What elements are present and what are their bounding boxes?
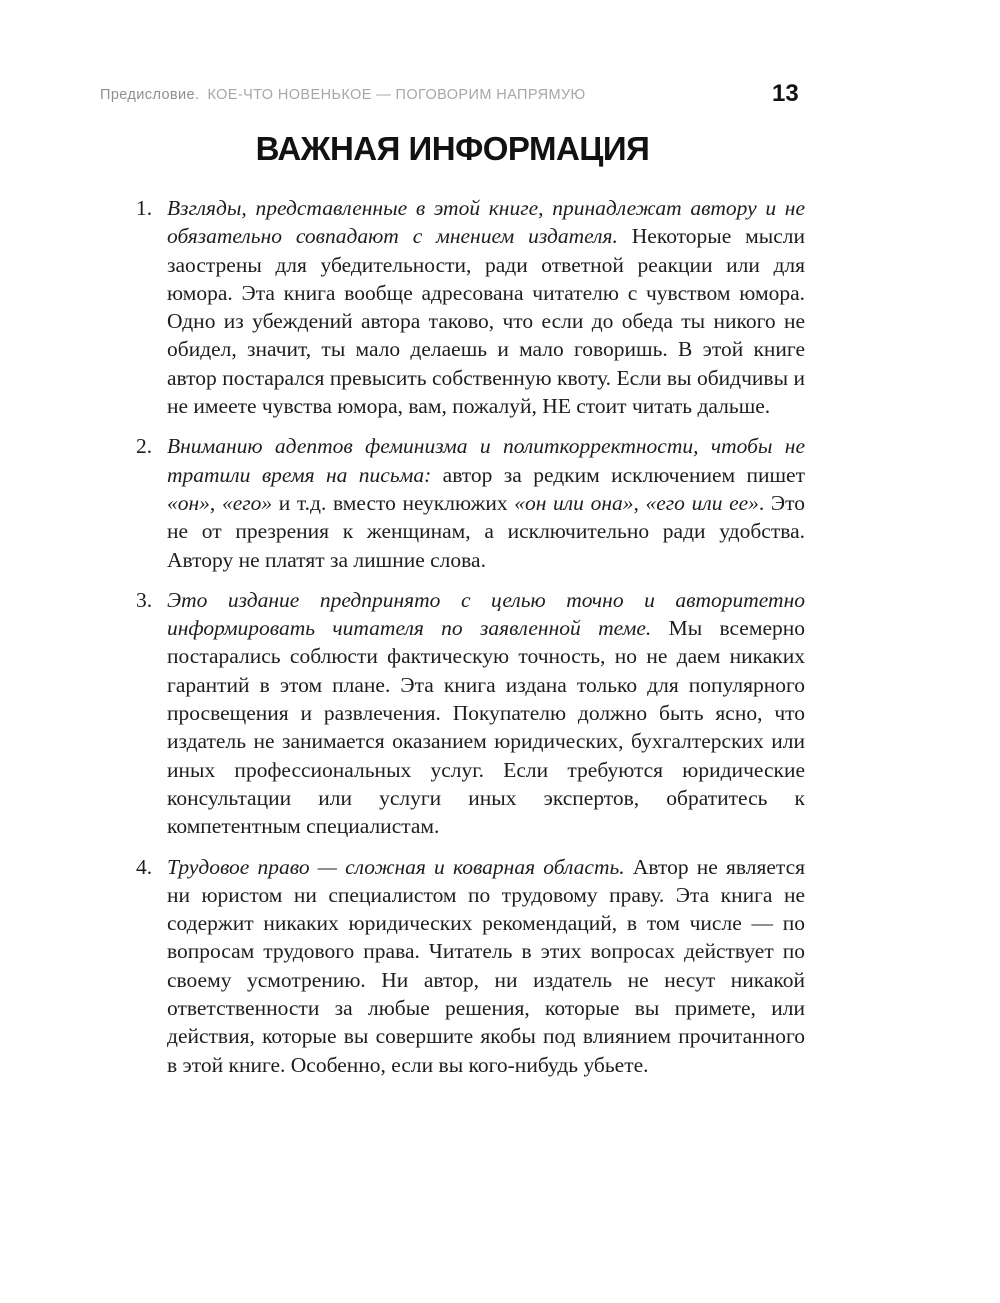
- list-item: [100, 853, 805, 1079]
- list-item-number: 4.: [136, 854, 153, 879]
- page-number: 13: [772, 80, 799, 107]
- page-title: ВАЖНАЯ ИНФОРМАЦИЯ: [255, 130, 650, 167]
- important-info-list: [100, 194, 805, 1091]
- list-item-text: Взгляды, представленные в этой книге, принадлежат автору и не обязательно совпадают с мнением издателя. Некоторые мысли заострены для убедительности, ради ответной реакции или для юмора. Эта книга вообще адресована читателю с чувством юмора. Одно из убеждений автора таково, что если до обеда ты никого не обидел, значит, ты мало делаешь и мало говоришь. В этой книге автор постарался превысить собственную квоту. Если вы обидчивы и не имеете чувства юмора, вам, пожалуй, НЕ стоит читать дальше.: [167, 196, 805, 419]
- list-item-number: 1.: [136, 196, 153, 220]
- list-item-text: Вниманию адептов феминизма и политкорректности, чтобы не тратили время на письма: автор за редким исключением пишет «он», «его» и т.д. вместо неуклюжих «он или она», «его или ее». Это не от презрения к женщинам, а исключительно ради удобства. Автору не платят за лишние слова.: [167, 434, 805, 572]
- list-item: [100, 194, 805, 420]
- running-head-chapter: КОЕ-ЧТО НОВЕНЬКОЕ — ПОГОВОРИМ НАПРЯМУЮ: [207, 87, 586, 103]
- list-item: [100, 586, 805, 841]
- running-head: [100, 87, 720, 103]
- list-item: [100, 432, 805, 573]
- list-item-text: Трудовое право — сложная и коварная область. Автор не является ни юристом ни специалистом по трудовому праву. Эта книга не содержит никаких юридических рекомендаций, в том числе — по вопросам трудового права. Читатель в этих вопросах действует по своему усмотрению. Ни автор, ни издатель не несут никакой ответственности за любые решения, которые вы примете, или действия, которые вы совершите якобы под влиянием прочитанного в этой книге. Особенно, если вы кого-нибудь убьете.: [167, 854, 805, 1077]
- list-item-text: Это издание предпринято с целью точно и авторитетно информировать читателя по заявленной теме. Мы всемерно постарались соблюсти фактическую точность, но не даем никаких гарантий в этом плане. Эта книга издана только для популярного просвещения и развлечения. Покупателю должно быть ясно, что издатель не занимается оказанием юридических, бухгалтерских или иных профессиональных услуг. Если требуются юридические консультации или услуги иных экспертов, обратитесь к компетентным специалистам.: [167, 587, 806, 839]
- running-head-section: Предисловие.: [100, 87, 200, 103]
- list-item-number: 2.: [136, 434, 153, 459]
- list-item-number: 3.: [136, 587, 153, 612]
